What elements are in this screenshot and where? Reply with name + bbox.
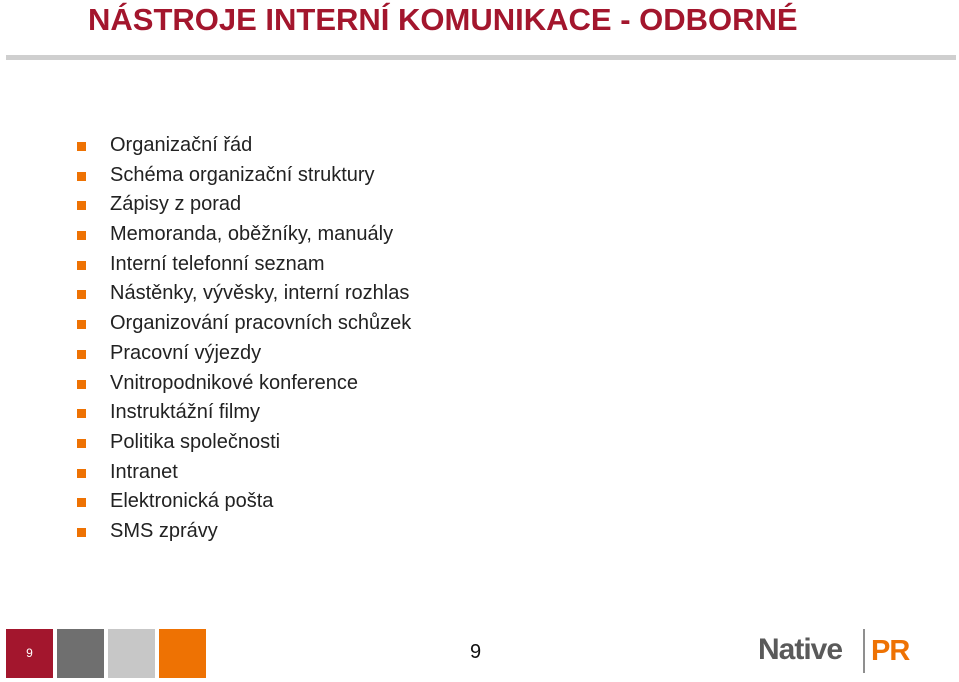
swatch-orange <box>159 629 206 678</box>
footer-color-swatches <box>6 629 207 678</box>
list-item-text: Politika společnosti <box>110 430 281 453</box>
list-item-text: Nástěnky, vývěsky, interní rozhlas <box>110 282 410 305</box>
square-bullet-icon <box>77 231 86 240</box>
slide-title: NÁSTROJE INTERNÍ KOMUNIKACE - ODBORNÉ <box>88 2 798 37</box>
list-item-text: Vnitropodnikové konference <box>110 371 358 394</box>
list-item-text: Pracovní výjezdy <box>110 341 262 364</box>
list-item-text: Instruktážní filmy <box>110 401 261 424</box>
swatch-dark-gray <box>57 629 104 678</box>
square-bullet-icon <box>77 350 86 359</box>
square-bullet-icon <box>77 528 86 537</box>
native-pr-logo <box>758 629 918 677</box>
list-item-text: Intranet <box>110 460 178 483</box>
list-item-text: Schéma organizační struktury <box>110 163 375 186</box>
square-bullet-icon <box>77 142 86 151</box>
logo-pr-text: PR <box>871 635 910 667</box>
square-bullet-icon <box>77 439 86 448</box>
list-item-text: Memoranda, oběžníky, manuály <box>110 223 394 246</box>
page-number: 9 <box>470 641 482 663</box>
logo-native-text: Native <box>758 633 843 666</box>
square-bullet-icon <box>77 201 86 210</box>
title-divider <box>6 55 956 60</box>
list-item-text: Organizování pracovních schůzek <box>110 312 412 335</box>
square-bullet-icon <box>77 290 86 299</box>
list-item-text: Interní telefonní seznam <box>110 252 325 275</box>
list-item-text: SMS zprávy <box>110 519 218 542</box>
list-item-text: Elektronická pošta <box>110 490 274 513</box>
logo-divider <box>863 629 865 673</box>
square-bullet-icon <box>77 498 86 507</box>
square-bullet-icon <box>77 320 86 329</box>
square-bullet-icon <box>77 261 86 270</box>
list-item-text: Organizační řád <box>110 134 253 156</box>
square-bullet-icon <box>77 409 86 418</box>
square-bullet-icon <box>77 469 86 478</box>
square-bullet-icon <box>77 172 86 181</box>
list-item-text: Zápisy z porad <box>110 193 242 216</box>
square-bullet-icon <box>77 380 86 389</box>
swatch-light-gray <box>108 629 155 678</box>
swatch-dark-red: 9 <box>6 629 53 678</box>
